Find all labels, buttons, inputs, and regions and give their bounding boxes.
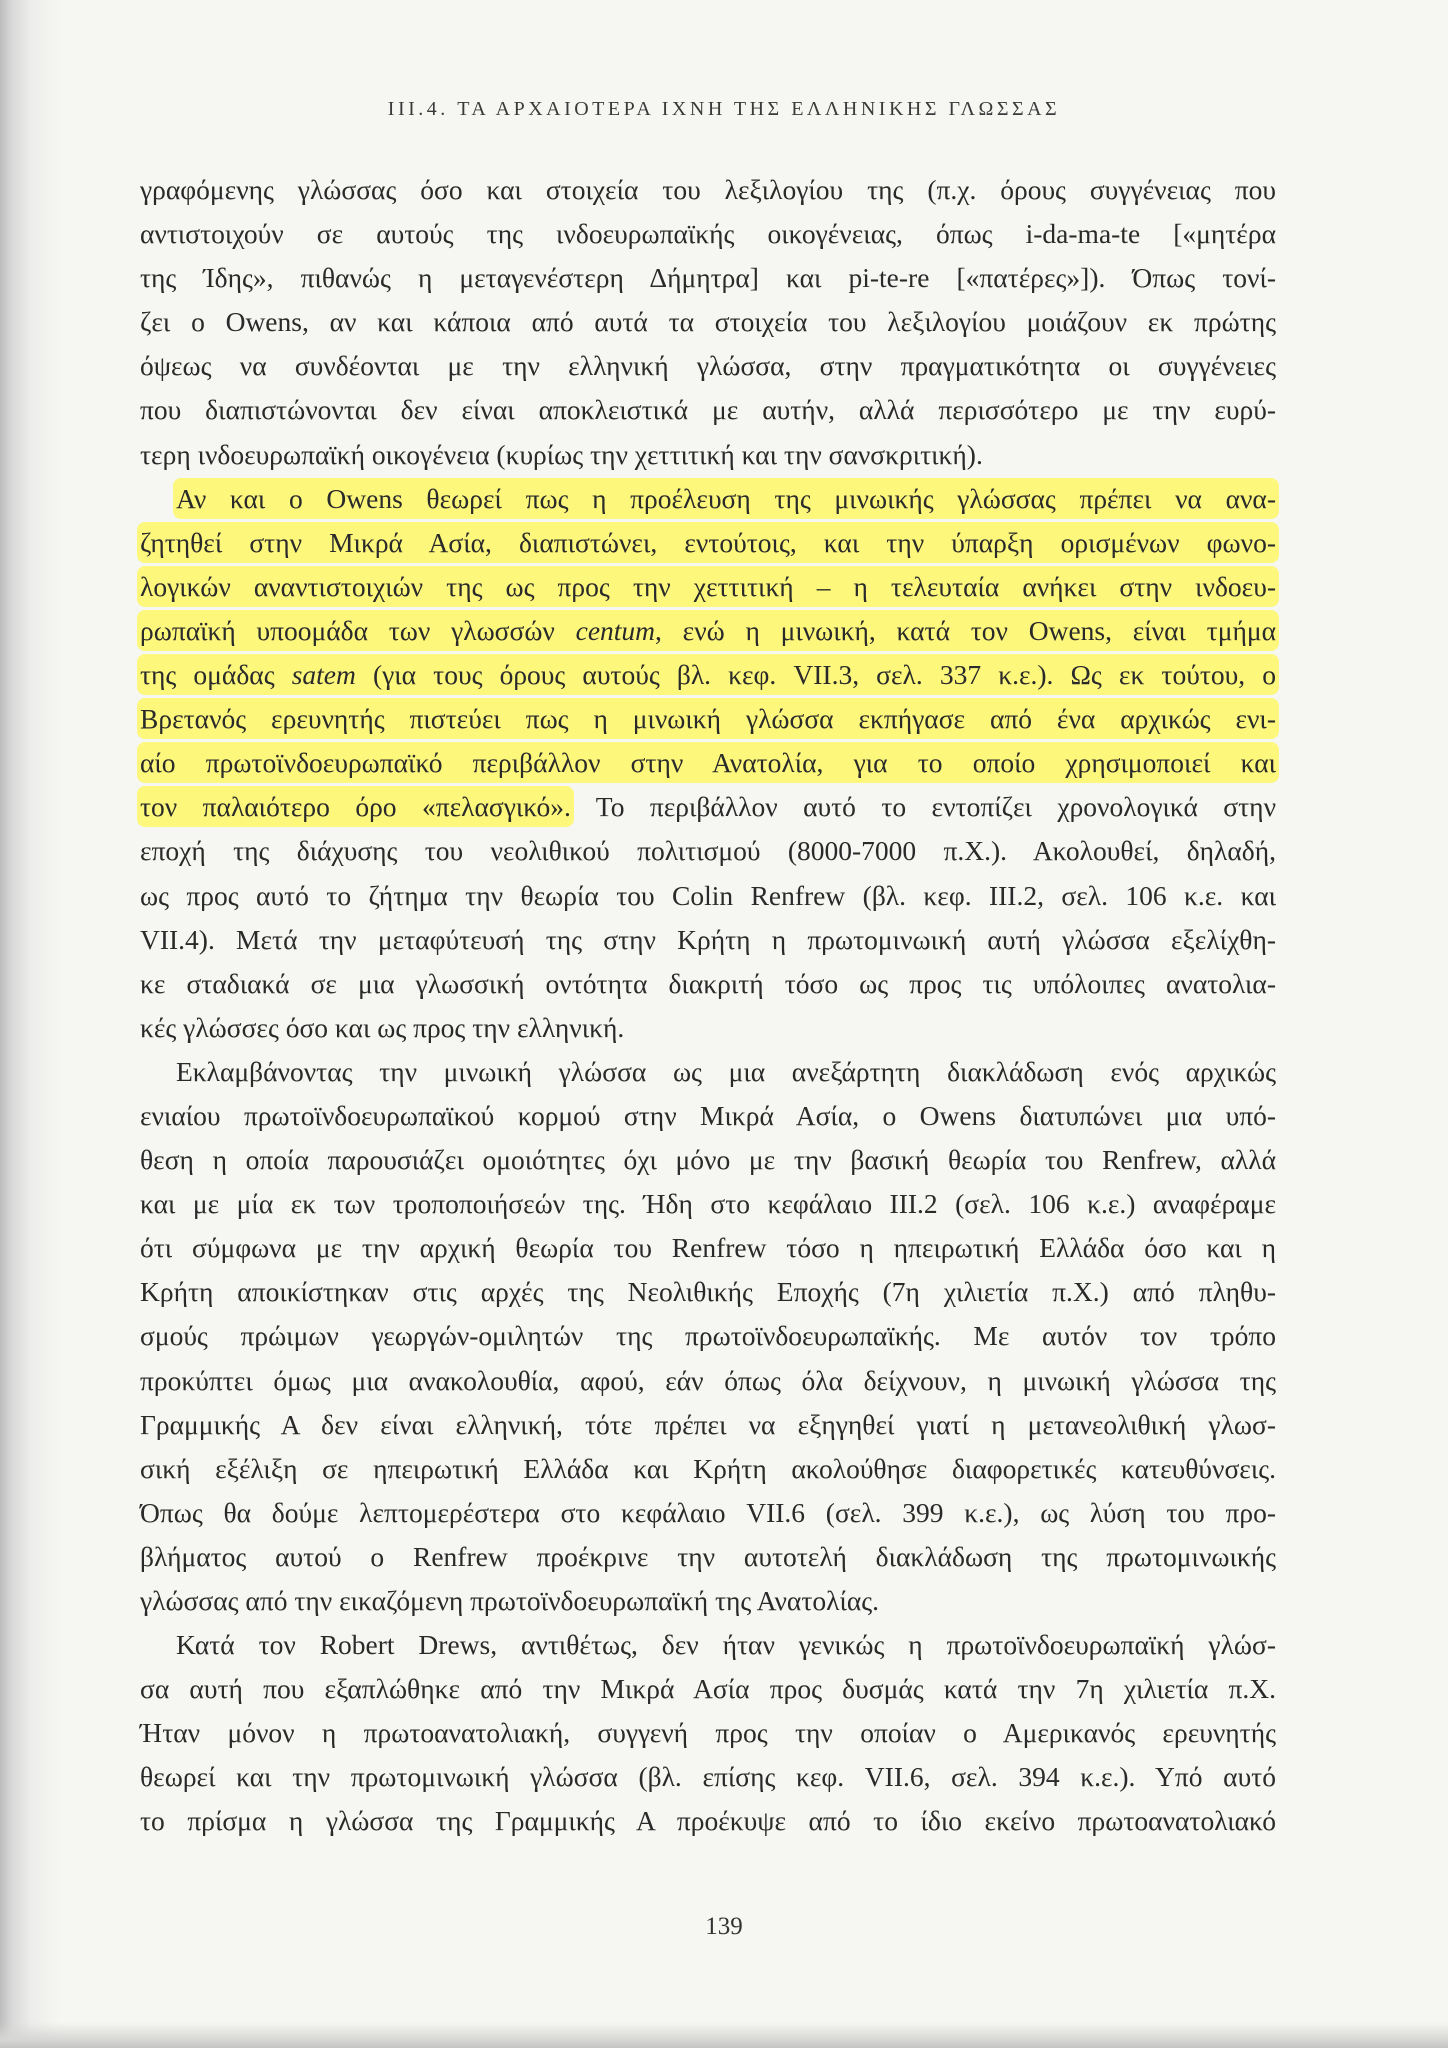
text-line: προκύπτει όμως μια ανακολουθία, αφού, εάν όπως όλα δείχνουν, η μινωική γλώσσα της bbox=[140, 1364, 1276, 1396]
body-text bbox=[140, 168, 1276, 1844]
page-number: 139 bbox=[705, 1913, 743, 1940]
text-run: (για τους όρους αυτούς βλ. κεφ. VII.3, σελ. 337 κ.ε.). Ως εκ τούτου, ο bbox=[355, 659, 1276, 691]
text-line: Γραμμικής Α δεν είναι ελληνική, τότε πρέπει να εξηγηθεί γιατί η μετανεολιθική γλωσ- bbox=[140, 1408, 1276, 1440]
highlight-mark: Αν και ο Owens θεωρεί πως η προέλευση της μινωικής γλώσσας πρέπει να ανα- bbox=[176, 482, 1276, 514]
text-line: θεωρεί και την πρωτομινωική γλώσσα (βλ. επίσης κεφ. VII.6, σελ. 394 κ.ε.). Υπό αυτό bbox=[140, 1761, 1276, 1793]
text-line: σα αυτή που εξαπλώθηκε από την Μικρά Ασία προς δυσμάς κατά την 7η χιλιετία π.Χ. bbox=[140, 1673, 1276, 1705]
text-line: ότι σύμφωνα με την αρχική θεωρία του Renfrew τόσο η ηπειρωτική Ελλάδα όσο και η bbox=[140, 1232, 1276, 1264]
text-line: κε σταδιακά σε μια γλωσσική οντότητα διακριτή τόσο ως προς τις υπόλοιπες ανατολια- bbox=[140, 967, 1276, 999]
text-line: Κρήτη αποικίστηκαν στις αρχές της Νεολιθικής Εποχής (7η χιλιετία π.Χ.) από πληθυ- bbox=[140, 1276, 1276, 1308]
text-line: και με μία εκ των τροποποιήσεών της. Ήδη στο κεφάλαιο III.2 (σελ. 106 κ.ε.) αναφέραμε bbox=[140, 1188, 1276, 1220]
highlight-mark: αίο πρωτοϊνδοευρωπαϊκό περιβάλλον στην Ανατολία, για το οποίο χρησιμοποιεί και bbox=[140, 747, 1276, 779]
text-line: το πρίσμα η γλώσσα της Γραμμικής Α προέκυψε από το ίδιο εκείνο πρωτοανατολιακό bbox=[140, 1805, 1276, 1837]
paragraph-2 bbox=[140, 477, 1276, 1050]
highlight-mark bbox=[140, 657, 1276, 692]
highlight-mark: τον παλαιότερο όρο «πελασγικό». bbox=[140, 791, 571, 823]
text-line: που διαπιστώνονται δεν είναι αποκλειστικά με αυτήν, αλλά περισσότερο με την ευρύ- bbox=[140, 394, 1276, 426]
highlighted-line bbox=[140, 477, 1276, 521]
running-header: III.4. ΤΑ ΑΡΧΑΙΟΤΕΡΑ ΙΧΝΗ ΤΗΣ ΕΛΛΗΝΙΚΗΣ ΓΛΩΣΣΑΣ bbox=[387, 98, 1061, 120]
text-line: Εκλαμβάνοντας την μινωική γλώσσα ως μια ανεξάρτητη διακλάδωση ενός αρχικώς bbox=[176, 1055, 1276, 1087]
text-line: κές γλώσσες όσο και ως προς την ελληνική. bbox=[140, 1011, 625, 1043]
highlighted-line bbox=[140, 741, 1276, 785]
text-run: της ομάδας bbox=[140, 659, 292, 691]
text-line: της Ίδης», πιθανώς η μεταγενέστερη Δήμητρα] και pi-te-re [«πατέρες»]). Όπως τονί- bbox=[140, 262, 1276, 294]
paragraph-1 bbox=[140, 168, 1276, 477]
text-line: VII.4). Μετά την μεταφύτευσή της στην Κρήτη η πρωτομινωική αυτή γλώσσα εξελίχθη- bbox=[140, 923, 1276, 955]
highlighted-line bbox=[140, 653, 1276, 697]
highlighted-line bbox=[140, 521, 1276, 565]
italic-term-centum: centum bbox=[575, 614, 656, 646]
text-line: εποχή της διάχυσης του νεολιθικού πολιτισμού (8000-7000 π.Χ.). Ακολουθεί, δηλαδή, bbox=[140, 835, 1276, 867]
scan-shadow-left bbox=[0, 0, 60, 2048]
text-run: , ενώ η μινωική, κατά τον Owens, είναι τμήμα bbox=[655, 614, 1276, 646]
paragraph-3 bbox=[140, 1050, 1276, 1623]
text-line: αντιστοιχούν σε αυτούς της ινδοευρωπαϊκής οικογένειας, όπως i-da-ma-te [«μητέρα bbox=[140, 218, 1276, 250]
text-line: γραφόμενης γλώσσας όσο και στοιχεία του λεξιλογίου της (π.χ. όρους συγγένειας που bbox=[140, 174, 1276, 205]
text-line: σική εξέλιξη σε ηπειρωτική Ελλάδα και Κρήτη ακολούθησε διαφορετικές κατευθύνσεις. bbox=[140, 1452, 1276, 1484]
text-line: ως προς αυτό το ζήτημα την θεωρία του Colin Renfrew (βλ. κεφ. III.2, σελ. 106 κ.ε. και bbox=[140, 879, 1276, 911]
text-line: βλήματος αυτού ο Renfrew προέκρινε την αυτοτελή διακλάδωση της πρωτομινωικής bbox=[140, 1540, 1276, 1572]
paragraph-4 bbox=[140, 1623, 1276, 1843]
text-line: ζει ο Owens, αν και κάποια από αυτά τα στοιχεία του λεξιλογίου μοιάζουν εκ πρώτης bbox=[140, 306, 1276, 338]
text-line: Ήταν μόνον η πρωτοανατολιακή, συγγενή προς την οποίαν ο Αμερικανός ερευνητής bbox=[140, 1717, 1276, 1749]
highlight-mark: ζητηθεί στην Μικρά Ασία, διαπιστώνει, εντούτοις, και την ύπαρξη ορισμένων φωνο- bbox=[140, 526, 1276, 558]
text-line: όψεως να συνδέονται με την ελληνική γλώσσα, στην πραγματικότητα οι συγγένειες bbox=[140, 350, 1276, 382]
scan-shadow-bottom bbox=[0, 2022, 1448, 2048]
highlighted-line bbox=[140, 609, 1276, 653]
highlight-mark bbox=[140, 613, 1276, 648]
text-run: ρωπαϊκή υποομάδα των γλωσσών bbox=[140, 614, 576, 646]
highlighted-line bbox=[140, 565, 1276, 609]
text-run: Το περιβάλλον αυτό το εντοπίζει χρονολογικά στην bbox=[570, 791, 1276, 823]
text-line: Κατά τον Robert Drews, αντιθέτως, δεν ήταν γενικώς η πρωτοϊνδοευρωπαϊκή γλώσ- bbox=[176, 1629, 1276, 1661]
highlighted-line bbox=[140, 697, 1276, 741]
italic-term-satem: satem bbox=[291, 659, 356, 691]
highlight-mark: Βρετανός ερευνητής πιστεύει πως η μινωική γλώσσα εκπήγασε από ένα αρχικώς ενι- bbox=[140, 703, 1276, 735]
highlight-mark: λογικών αναντιστοιχιών της ως προς την χεττιτική – η τελευταία ανήκει στην ινδοευ- bbox=[140, 570, 1276, 602]
text-line: ενιαίου πρωτοϊνδοευρωπαϊκού κορμού στην Μικρά Ασία, ο Owens διατυπώνει μια υπό- bbox=[140, 1099, 1276, 1131]
text-line: θεση η οποία παρουσιάζει ομοιότητες όχι μόνο με την βασική θεωρία του Renfrew, αλλά bbox=[140, 1144, 1276, 1176]
text-line: γλώσσας από την εικαζόμενη πρωτοϊνδοευρωπαϊκή της Ανατολίας. bbox=[140, 1585, 880, 1616]
text-line: Όπως θα δούμε λεπτομερέστερα στο κεφάλαιο VII.6 (σελ. 399 κ.ε.), ως λύση του προ- bbox=[140, 1496, 1276, 1528]
text-line: τερη ινδοευρωπαϊκή οικογένεια (κυρίως την χεττιτική και την σανσκριτική). bbox=[140, 438, 983, 470]
mixed-line bbox=[140, 785, 1276, 829]
text-line: σμούς πρώιμων γεωργών-ομιλητών της πρωτοϊνδοευρωπαϊκής. Με αυτόν τον τρόπο bbox=[140, 1320, 1276, 1352]
